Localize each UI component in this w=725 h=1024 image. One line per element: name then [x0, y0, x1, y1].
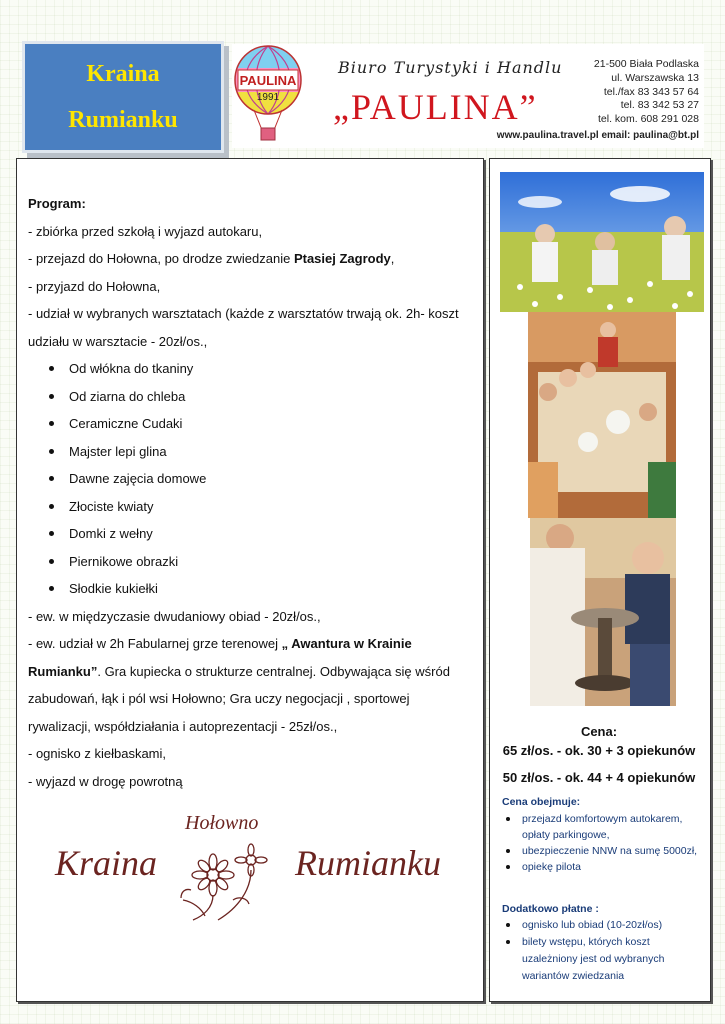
agency-subtitle: Biuro Turystyki i Handlu	[338, 58, 563, 77]
ptasia-zagroda: Ptasiej Zagrody	[293, 251, 391, 266]
contact-line: ul. Warszawska 13	[611, 71, 699, 84]
includes-item: ubezpieczenie NNW na sumę 5000zł,	[500, 843, 705, 859]
web-email-line: www.paulina.travel.pl email: paulina@bt.pl	[496, 130, 699, 141]
program-line: - ognisko z kiełbaskami,	[28, 746, 166, 761]
contact-line: 21-500 Biała Podlaska	[593, 58, 699, 70]
price-option-2: 50 zł/os. - ok. 44 + 4 opiekunów	[502, 770, 696, 785]
program-line: udziału w warsztacie - 20zł/os.,	[28, 333, 208, 349]
workshop-item: Od włókna do tkaniny	[28, 355, 473, 383]
program-line: - zbiórka przed szkołą i wyjazd autokaru,	[28, 223, 263, 239]
contact-block	[594, 58, 699, 127]
game-title-part2: Rumianku”	[28, 663, 98, 679]
program-line: rywalizacji, współdziałania i autoprezentacji - 25zł/os.,	[28, 718, 338, 734]
photo-workshop-table	[528, 312, 676, 518]
includes-item: przejazd komfortowym autokarem, opłaty parkingowe,	[500, 811, 705, 843]
workshop-list	[28, 355, 473, 603]
program-line: zabudowań, łąk i pól wsi Hołowno; Gra uczy negocjacji , sportowej	[28, 691, 410, 706]
includes-item: opiekę pilota	[500, 859, 705, 875]
contact-line: tel. kom. 608 291 028	[598, 113, 699, 126]
program-line: Rumianku”. Gra kupiecka o strukturze centralnej. Odbywająca się wśród	[28, 663, 450, 679]
agency-name: „PAULINA”	[333, 87, 538, 127]
program-line: - ew. w międzyczasie dwudaniowy obiad - 20zł/os.,	[28, 608, 321, 624]
kraina-rumianku-logo	[55, 812, 455, 927]
program-text	[28, 190, 473, 795]
price-title: Cena:	[580, 724, 618, 739]
logo-word-kraina: Kraina	[55, 843, 158, 883]
balloon-name: PAULINA	[239, 73, 297, 88]
program-line: - ew. udział w 2h Fabularnej grze terenowej „ Awantura w Krainie	[28, 636, 412, 651]
program-heading: Program:	[28, 196, 86, 211]
includes-heading: Cena obejmuje:	[502, 796, 581, 808]
title-box	[22, 41, 224, 153]
price-option-1: 65 zł/os. - ok. 30 + 3 opiekunów	[502, 743, 696, 758]
program-line: - przejazd do Hołowna, po drodze zwiedzanie Ptasiej Zagrody,	[28, 251, 395, 266]
logo-village: Hołowno	[185, 812, 259, 834]
workshop-item: Majster lepi glina	[28, 438, 473, 466]
extra-heading: Dodatkowo płatne :	[502, 903, 599, 915]
includes-list	[500, 811, 705, 875]
workshop-item: Od ziarna do chleba	[28, 383, 473, 411]
workshop-item: Złociste kwiaty	[28, 493, 473, 521]
workshop-item: Domki z wełny	[28, 520, 473, 548]
program-line: - wyjazd w drogę powrotną	[28, 773, 183, 789]
extra-item: bilety wstępu, których koszt uzależniony jest od wybranych wariantów zwiedzania	[500, 934, 705, 985]
balloon-year: 1991	[256, 92, 280, 103]
chamomile-flower-icon	[173, 830, 283, 925]
workshop-item: Piernikowe obrazki	[28, 548, 473, 576]
program-line: - udział w wybranych warsztatach (każde z warsztatów trwają ok. 2h- koszt	[28, 306, 459, 321]
workshop-item: Słodkie kukiełki	[28, 575, 473, 603]
title-line-2: Rumianku	[68, 107, 178, 133]
title-line-1: Kraina	[86, 61, 160, 87]
contact-line: tel. 83 342 53 27	[620, 99, 699, 112]
extra-list	[500, 917, 705, 985]
extra-item: ognisko lub obiad (10-20zł/os)	[500, 917, 705, 934]
program-line: - przyjazd do Hołowna,	[28, 278, 161, 294]
game-title-part1: „ Awantura w Krainie	[281, 636, 412, 651]
workshop-item: Ceramiczne Cudaki	[28, 410, 473, 438]
photo-wreath-girls	[500, 172, 704, 312]
logo-word-rumianku: Rumianku	[295, 843, 441, 883]
balloon-logo	[232, 44, 304, 144]
contact-line: tel./fax 83 343 57 64	[603, 85, 699, 98]
workshop-item: Dawne zajęcia domowe	[28, 465, 473, 493]
photo-pottery-wheel	[530, 518, 676, 706]
